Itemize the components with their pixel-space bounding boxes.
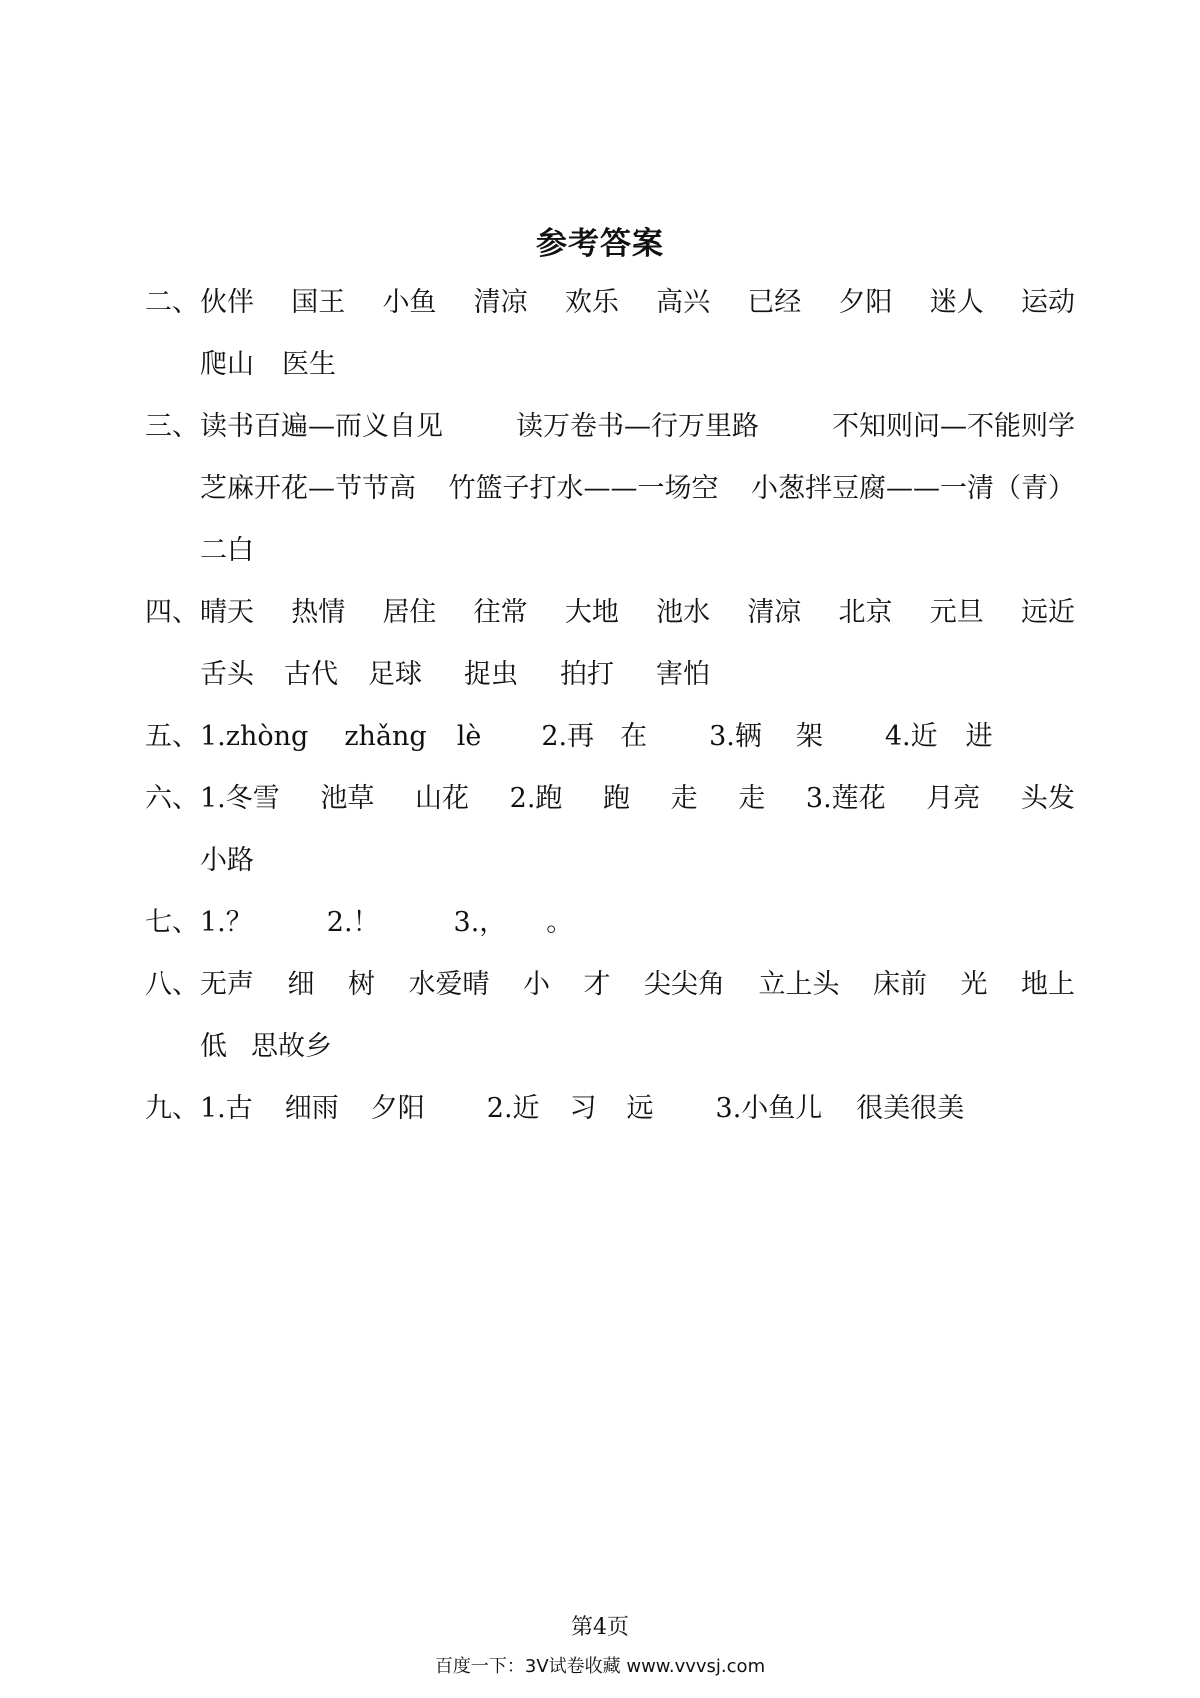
answer-line xyxy=(200,334,1075,396)
answer-token: 2.！ xyxy=(326,907,380,938)
answer-token: 细雨 xyxy=(284,1093,339,1124)
answer-token: 清凉 xyxy=(747,597,802,628)
answer-token: 小葱拌豆腐——一清（青） xyxy=(751,473,1075,504)
answer-token: 足球 xyxy=(368,659,422,690)
answer-token: 古代 xyxy=(284,659,338,690)
answer-token: 舌头 xyxy=(200,659,254,690)
answer-token: 池水 xyxy=(656,597,711,628)
answer-section xyxy=(145,396,1075,582)
answer-token: 竹篮子打水——一场空 xyxy=(448,473,719,504)
answer-token: 欢乐 xyxy=(564,287,619,318)
section-lines xyxy=(200,892,1075,954)
answer-line xyxy=(200,768,1075,830)
answer-token: 头发 xyxy=(1020,783,1075,814)
answer-token: 已经 xyxy=(747,287,802,318)
answer-token: 池草 xyxy=(320,783,375,814)
answer-token: 在 xyxy=(620,721,648,752)
answer-section xyxy=(145,272,1075,396)
answer-token: 医生 xyxy=(282,349,336,380)
answer-token: 立上头 xyxy=(758,969,840,1000)
answer-token: 热情 xyxy=(291,597,346,628)
answer-section xyxy=(145,768,1075,892)
answer-token: 很美很美 xyxy=(856,1093,965,1124)
answer-token: 无声 xyxy=(200,969,254,1000)
answer-section xyxy=(145,892,1075,954)
section-number: 九、 xyxy=(145,1093,199,1124)
answer-token: 小路 xyxy=(200,845,254,876)
section-number: 二、 xyxy=(145,287,199,318)
answer-token: 低 xyxy=(200,1031,227,1062)
answer-line xyxy=(200,272,1075,334)
answer-token: 运动 xyxy=(1020,287,1075,318)
answer-section xyxy=(145,1078,1075,1140)
answer-line xyxy=(200,1078,1075,1140)
answer-token: 远 xyxy=(626,1093,654,1124)
answer-token: 不知则问—不能则学 xyxy=(832,411,1075,442)
section-number: 五、 xyxy=(145,721,199,752)
answer-token: 爬山 xyxy=(200,349,254,380)
answer-token: 读书百遍—而义自见 xyxy=(200,411,443,442)
answer-line xyxy=(200,520,1075,582)
answer-line xyxy=(200,582,1075,644)
answer-token: 3.辆 xyxy=(709,721,762,752)
section-number: 三、 xyxy=(145,411,199,442)
section-lines xyxy=(200,272,1075,396)
answer-token: 小鱼 xyxy=(382,287,437,318)
section-lines xyxy=(200,396,1075,582)
answer-token: 元旦 xyxy=(929,597,984,628)
answer-token: 3.， xyxy=(453,907,507,938)
answer-token: 床前 xyxy=(873,969,927,1000)
answer-line xyxy=(200,1016,1075,1078)
answer-token: 走 xyxy=(670,783,698,814)
answer-list xyxy=(145,272,1075,1140)
answer-token: 二白 xyxy=(200,535,254,566)
answer-token: 居住 xyxy=(382,597,437,628)
answer-token: 2.再 xyxy=(541,721,595,752)
section-lines xyxy=(200,1078,1075,1140)
answer-token: 地上 xyxy=(1021,969,1075,1000)
answer-token: 伙伴 xyxy=(200,287,254,318)
answer-token: 3.小鱼儿 xyxy=(715,1093,823,1124)
answer-token: 迷人 xyxy=(929,287,984,318)
answer-token: 月亮 xyxy=(926,783,981,814)
page-number: 第4页 xyxy=(571,1615,629,1640)
answer-token: 晴天 xyxy=(200,597,254,628)
answer-token: 清凉 xyxy=(473,287,528,318)
answer-line xyxy=(200,706,1075,768)
answer-line xyxy=(200,830,1075,892)
answer-token: 思故乡 xyxy=(251,1031,332,1062)
section-lines xyxy=(200,768,1075,892)
answer-line xyxy=(200,458,1075,520)
answer-section xyxy=(145,954,1075,1078)
answer-token: 往常 xyxy=(473,597,528,628)
answer-line xyxy=(200,892,1075,954)
answer-token: 才 xyxy=(583,969,611,1000)
answer-token: 夕阳 xyxy=(370,1093,425,1124)
answer-token: 北京 xyxy=(838,597,893,628)
answer-token: 光 xyxy=(960,969,988,1000)
answer-token: 架 xyxy=(795,721,823,752)
answer-token: 4.近 xyxy=(884,721,938,752)
answer-token: 进 xyxy=(965,721,993,752)
page-title: 参考答案 xyxy=(536,226,664,262)
answer-section xyxy=(145,706,1075,768)
answer-token: 山花 xyxy=(415,783,470,814)
section-lines xyxy=(200,954,1075,1078)
answer-token: 树 xyxy=(348,969,375,1000)
answer-token: 走 xyxy=(738,783,766,814)
answer-token: 远近 xyxy=(1020,597,1075,628)
section-number: 八、 xyxy=(145,969,199,1000)
answer-token: 3.莲花 xyxy=(805,783,886,814)
answer-token: 读万卷书—行万里路 xyxy=(516,411,759,442)
answer-token: 芝麻开花—节节高 xyxy=(200,473,416,504)
answer-token: 夕阳 xyxy=(838,287,893,318)
answer-token: lè xyxy=(456,721,482,752)
answer-token: 跑 xyxy=(603,783,631,814)
section-lines xyxy=(200,706,1075,768)
answer-line xyxy=(200,396,1075,458)
answer-line xyxy=(200,954,1075,1016)
answer-token: 1.冬雪 xyxy=(200,783,280,814)
answer-line xyxy=(200,644,1075,706)
answer-token: 高兴 xyxy=(656,287,711,318)
section-number: 四、 xyxy=(145,597,199,628)
answer-section xyxy=(145,582,1075,706)
answer-token: 习 xyxy=(569,1093,597,1124)
answer-token: 2.跑 xyxy=(509,783,563,814)
answer-token: zhǎng xyxy=(344,721,427,752)
section-number: 六、 xyxy=(145,783,199,814)
answer-token: 水爱晴 xyxy=(408,969,490,1000)
answer-token: 1.古 xyxy=(200,1093,253,1124)
answer-token: 捉虫 xyxy=(464,659,518,690)
answer-token: 细 xyxy=(287,969,315,1000)
source-watermark: 百度一下：3V试卷收藏 www.vvvsj.com xyxy=(434,1656,766,1677)
answer-token: 尖尖角 xyxy=(644,969,725,1000)
answer-token: 1.？ xyxy=(200,907,253,938)
answer-token: 大地 xyxy=(564,597,619,628)
answer-token: 拍打 xyxy=(560,659,614,690)
section-number: 七、 xyxy=(145,907,199,938)
answer-token: 2.近 xyxy=(486,1093,540,1124)
answer-token: 。 xyxy=(546,907,574,938)
answer-token: 1.zhòng xyxy=(200,721,309,752)
answer-token: 害怕 xyxy=(656,659,710,690)
answer-token: 国王 xyxy=(291,287,346,318)
answer-token: 小 xyxy=(523,969,550,1000)
section-lines xyxy=(200,582,1075,706)
